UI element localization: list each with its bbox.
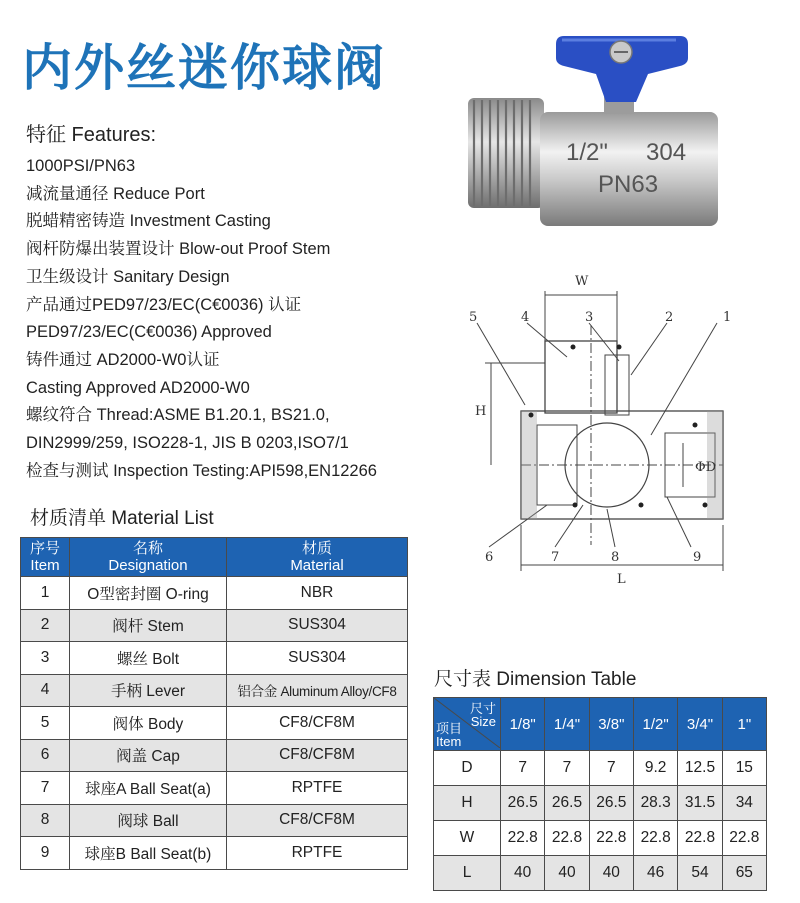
table-row — [21, 739, 408, 772]
header-size: 1/8" — [501, 698, 545, 751]
table-row — [434, 786, 767, 821]
header-item-en: Item — [30, 557, 60, 574]
table-header-row — [434, 698, 767, 751]
photo-grade-mark: 304 — [646, 139, 687, 166]
cell-value: 40 — [501, 856, 545, 891]
corner-size-cn: 尺寸 — [469, 701, 496, 716]
cell-value: 22.8 — [722, 821, 766, 856]
header-designation-cn: 名称 — [132, 540, 163, 557]
cell-material: SUS304 — [227, 642, 408, 675]
feature-line: 1000PSI/PN63 — [26, 157, 136, 175]
part-label-1: 1 — [723, 310, 732, 325]
table-row — [21, 772, 408, 805]
dimension-table-title: 尺寸表 Dimension Table — [434, 669, 637, 690]
table-row — [21, 577, 408, 610]
photo-size-mark: 1/2" — [566, 139, 608, 166]
row-label: W — [434, 821, 501, 856]
cell-value: 7 — [545, 751, 589, 786]
header-material — [227, 538, 408, 577]
cell-value: 9.2 — [633, 751, 677, 786]
cell-value: 22.8 — [678, 821, 722, 856]
cell-value: 15 — [722, 751, 766, 786]
cell-value: 65 — [722, 856, 766, 891]
part-label-6: 6 — [485, 550, 494, 565]
header-size: 1" — [722, 698, 766, 751]
corner-item-en: Item — [436, 734, 462, 749]
table-row — [21, 804, 408, 837]
table-row — [21, 609, 408, 642]
table-row — [434, 821, 767, 856]
table-row — [434, 751, 767, 786]
cell-value: 31.5 — [678, 786, 722, 821]
cell-item: 2 — [21, 609, 70, 642]
cell-value: 54 — [678, 856, 722, 891]
cell-designation: 阀杆 Stem — [70, 609, 227, 642]
cell-designation: 阀球 Ball — [70, 804, 227, 837]
header-size: 1/2" — [633, 698, 677, 751]
cell-value: 26.5 — [589, 786, 633, 821]
cell-value: 40 — [589, 856, 633, 891]
row-label: D — [434, 751, 501, 786]
cell-designation: 球座B Ball Seat(b) — [70, 837, 227, 870]
feature-line: DIN2999/259, ISO228-1, JIS B 0203,ISO7/1 — [26, 434, 349, 453]
table-row — [21, 837, 408, 870]
header-item-cn: 序号 — [29, 540, 60, 557]
cell-value: 22.8 — [501, 821, 545, 856]
cell-value: 12.5 — [678, 751, 722, 786]
cell-item: 9 — [21, 837, 70, 870]
feature-line: Casting Approved AD2000-W0 — [26, 378, 250, 397]
header-designation-en: Designation — [108, 557, 188, 574]
cell-material: CF8/CF8M — [227, 739, 408, 772]
dimension-h-label: H — [475, 404, 487, 419]
table-row — [21, 674, 408, 707]
feature-line: PED97/23/EC(C€0036) Approved — [26, 323, 272, 342]
part-label-9: 9 — [693, 550, 702, 565]
feature-line: 减流量通径 Reduce Port — [26, 184, 205, 203]
cell-value: 26.5 — [545, 786, 589, 821]
feature-line: 脱蜡精密铸造 Investment Casting — [26, 212, 271, 231]
cell-material: CF8/CF8M — [227, 707, 408, 740]
cell-value: 7 — [589, 751, 633, 786]
feature-line: 检查与测试 Inspection Testing:API598,EN12266 — [26, 461, 377, 480]
dimension-l-label: L — [617, 572, 626, 587]
part-label-7: 7 — [551, 550, 560, 565]
corner-size-en: Size — [470, 714, 496, 729]
cell-material: 铝合金 Aluminum Alloy/CF8 — [227, 674, 408, 707]
cell-value: 7 — [501, 751, 545, 786]
feature-line: 产品通过PED97/23/EC(C€0036) 认证 — [26, 295, 302, 314]
header-material-cn: 材质 — [301, 540, 332, 557]
feature-line: 铸件通过 AD2000-W0认证 — [26, 350, 220, 369]
part-label-8: 8 — [611, 550, 620, 565]
cell-item: 7 — [21, 772, 70, 805]
cell-value: 40 — [545, 856, 589, 891]
feature-line: 螺纹符合 Thread:ASME B1.20.1, BS21.0, — [26, 406, 330, 425]
material-list-title: 材质清单 Material List — [30, 508, 214, 529]
cell-item: 8 — [21, 804, 70, 837]
part-label-3: 3 — [585, 310, 594, 325]
header-size: 3/8" — [589, 698, 633, 751]
corner-item-label — [436, 722, 462, 748]
row-label: L — [434, 856, 501, 891]
cell-value: 28.3 — [633, 786, 677, 821]
header-size: 1/4" — [545, 698, 589, 751]
features-section — [26, 118, 426, 485]
part-label-4: 4 — [521, 310, 530, 325]
cell-designation: 阀体 Body — [70, 707, 227, 740]
cell-item: 1 — [21, 577, 70, 610]
cell-material: RPTFE — [227, 772, 408, 805]
cell-value: 26.5 — [501, 786, 545, 821]
table-header-row — [21, 538, 408, 577]
table-row — [21, 642, 408, 675]
header-corner — [434, 698, 501, 751]
cell-material: NBR — [227, 577, 408, 610]
cell-value: 46 — [633, 856, 677, 891]
features-heading: 特征 Features: — [26, 124, 157, 146]
material-table — [20, 537, 408, 870]
cell-material: SUS304 — [227, 609, 408, 642]
corner-size-label — [470, 702, 496, 728]
feature-line: 卫生级设计 Sanitary Design — [26, 267, 230, 286]
photo-pressure-mark: PN63 — [598, 171, 659, 198]
feature-line: 阀杆防爆出装置设计 Blow-out Proof Stem — [26, 240, 331, 259]
valve-drawing — [455, 265, 745, 595]
cell-material: CF8/CF8M — [227, 804, 408, 837]
cell-designation: 阀盖 Cap — [70, 739, 227, 772]
part-label-5: 5 — [469, 310, 478, 325]
cell-designation: O型密封圈 O-ring — [70, 577, 227, 610]
part-label-2: 2 — [665, 310, 674, 325]
cell-value: 22.8 — [633, 821, 677, 856]
cell-designation: 螺丝 Bolt — [70, 642, 227, 675]
cell-material: RPTFE — [227, 837, 408, 870]
page-title: 内外丝迷你球阀 — [22, 39, 386, 97]
valve-photo — [466, 30, 722, 230]
cell-designation: 球座A Ball Seat(a) — [70, 772, 227, 805]
cell-designation: 手柄 Lever — [70, 674, 227, 707]
dimension-d-label: ΦD — [695, 460, 717, 475]
cell-item: 6 — [21, 739, 70, 772]
header-designation — [70, 538, 227, 577]
header-size: 3/4" — [678, 698, 722, 751]
cell-item: 5 — [21, 707, 70, 740]
cell-value: 34 — [722, 786, 766, 821]
cell-value: 22.8 — [589, 821, 633, 856]
cell-item: 4 — [21, 674, 70, 707]
cell-item: 3 — [21, 642, 70, 675]
header-material-en: Material — [290, 557, 344, 574]
header-item — [21, 538, 70, 577]
dimension-table — [433, 697, 767, 891]
table-row — [21, 707, 408, 740]
dimension-w-label: W — [575, 274, 589, 289]
table-row — [434, 856, 767, 891]
cell-value: 22.8 — [545, 821, 589, 856]
row-label: H — [434, 786, 501, 821]
corner-item-cn: 项目 — [436, 721, 463, 736]
